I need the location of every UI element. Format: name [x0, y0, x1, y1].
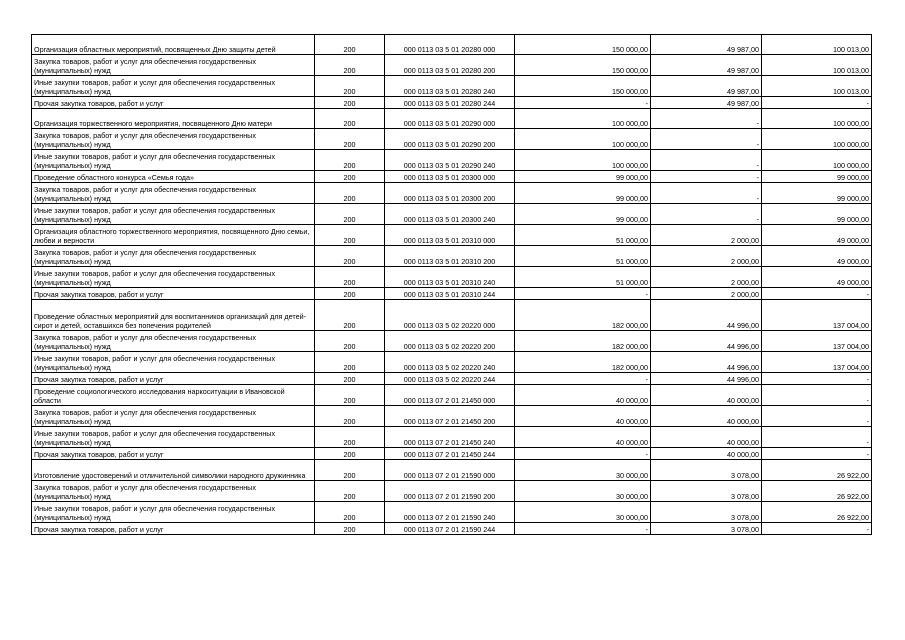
row-executed-amount: 49 987,00 [651, 97, 762, 109]
table-row [32, 183, 872, 204]
table-row [32, 97, 872, 109]
row-remaining-amount: 137 004,00 [762, 352, 872, 373]
row-executed-amount: 40 000,00 [651, 385, 762, 406]
row-planned-amount: 51 000,00 [515, 246, 651, 267]
row-remaining-amount: - [762, 448, 872, 460]
table-row [32, 502, 872, 523]
table-row [32, 385, 872, 406]
row-code: 200 [315, 502, 385, 523]
row-code: 200 [315, 183, 385, 204]
row-planned-amount: 182 000,00 [515, 352, 651, 373]
row-remaining-amount: 100 000,00 [762, 129, 872, 150]
row-executed-amount: - [651, 183, 762, 204]
row-remaining-amount: 99 000,00 [762, 171, 872, 183]
row-code: 200 [315, 352, 385, 373]
row-code: 200 [315, 150, 385, 171]
row-remaining-amount: 100 013,00 [762, 76, 872, 97]
table-row [32, 246, 872, 267]
row-remaining-amount: 99 000,00 [762, 183, 872, 204]
row-planned-amount: 40 000,00 [515, 385, 651, 406]
row-name: Иные закупки товаров, работ и услуг для обеспечения государственных (муниципальных) нужд [32, 427, 315, 448]
row-planned-amount: 30 000,00 [515, 481, 651, 502]
row-executed-amount: 44 996,00 [651, 300, 762, 331]
row-planned-amount: 150 000,00 [515, 76, 651, 97]
row-name: Организация торжественного мероприятия, посвященного Дню матери [32, 109, 315, 129]
row-code: 200 [315, 109, 385, 129]
row-classification: 000 0113 03 5 01 20310 240 [385, 267, 515, 288]
row-planned-amount: - [515, 373, 651, 385]
row-classification: 000 0113 07 2 01 21450 200 [385, 406, 515, 427]
row-executed-amount: 3 078,00 [651, 460, 762, 481]
row-code: 200 [315, 267, 385, 288]
row-classification: 000 0113 03 5 01 20280 200 [385, 55, 515, 76]
table-row [32, 35, 872, 55]
row-remaining-amount: - [762, 288, 872, 300]
row-name: Иные закупки товаров, работ и услуг для обеспечения государственных (муниципальных) нужд [32, 76, 315, 97]
row-classification: 000 0113 07 2 01 21450 000 [385, 385, 515, 406]
row-classification: 000 0113 03 5 01 20290 200 [385, 129, 515, 150]
row-planned-amount: 99 000,00 [515, 171, 651, 183]
row-code: 200 [315, 373, 385, 385]
row-name: Иные закупки товаров, работ и услуг для обеспечения государственных (муниципальных) нужд [32, 267, 315, 288]
row-code: 200 [315, 35, 385, 55]
row-name: Прочая закупка товаров, работ и услуг [32, 288, 315, 300]
row-planned-amount: 51 000,00 [515, 267, 651, 288]
table-row [32, 300, 872, 331]
row-name: Иные закупки товаров, работ и услуг для обеспечения государственных (муниципальных) нужд [32, 150, 315, 171]
row-remaining-amount: 49 000,00 [762, 225, 872, 246]
row-name: Иные закупки товаров, работ и услуг для обеспечения государственных (муниципальных) нужд [32, 502, 315, 523]
budget-table [31, 34, 872, 535]
row-classification: 000 0113 03 5 01 20310 244 [385, 288, 515, 300]
row-classification: 000 0113 03 5 01 20300 000 [385, 171, 515, 183]
row-code: 200 [315, 129, 385, 150]
row-planned-amount: 30 000,00 [515, 460, 651, 481]
row-planned-amount: 150 000,00 [515, 35, 651, 55]
row-planned-amount: 30 000,00 [515, 502, 651, 523]
table-row [32, 523, 872, 535]
row-planned-amount: 99 000,00 [515, 183, 651, 204]
row-remaining-amount: 99 000,00 [762, 204, 872, 225]
row-classification: 000 0113 03 5 01 20290 000 [385, 109, 515, 129]
row-remaining-amount: 100 000,00 [762, 150, 872, 171]
table-row [32, 76, 872, 97]
row-code: 200 [315, 288, 385, 300]
row-remaining-amount: 26 922,00 [762, 460, 872, 481]
row-name: Организация областного торжественного мероприятия, посвященного Дню семьи, любви и верности [32, 225, 315, 246]
table-row [32, 352, 872, 373]
row-classification: 000 0113 03 5 02 20220 200 [385, 331, 515, 352]
row-planned-amount: 40 000,00 [515, 406, 651, 427]
row-classification: 000 0113 03 5 01 20280 244 [385, 97, 515, 109]
row-name: Закупка товаров, работ и услуг для обеспечения государственных (муниципальных) нужд [32, 246, 315, 267]
row-classification: 000 0113 03 5 01 20310 200 [385, 246, 515, 267]
row-executed-amount: 44 996,00 [651, 331, 762, 352]
row-executed-amount: 49 987,00 [651, 76, 762, 97]
row-code: 200 [315, 300, 385, 331]
table-row [32, 204, 872, 225]
row-classification: 000 0113 03 5 02 20220 000 [385, 300, 515, 331]
row-name: Изготовление удостоверений и отличительной символики народного дружинника [32, 460, 315, 481]
row-executed-amount: 49 987,00 [651, 35, 762, 55]
row-executed-amount: 2 000,00 [651, 288, 762, 300]
row-executed-amount: - [651, 150, 762, 171]
row-code: 200 [315, 246, 385, 267]
budget-table-body [32, 35, 872, 535]
table-row [32, 373, 872, 385]
row-name: Прочая закупка товаров, работ и услуг [32, 448, 315, 460]
row-name: Прочая закупка товаров, работ и услуг [32, 523, 315, 535]
row-planned-amount: - [515, 97, 651, 109]
row-executed-amount: - [651, 171, 762, 183]
row-executed-amount: 44 996,00 [651, 352, 762, 373]
row-remaining-amount: - [762, 427, 872, 448]
row-name: Закупка товаров, работ и услуг для обеспечения государственных (муниципальных) нужд [32, 55, 315, 76]
table-row [32, 406, 872, 427]
row-remaining-amount: - [762, 406, 872, 427]
row-name: Проведение областных мероприятий для воспитанников организаций для детей-сирот и детей, оставшихся без попечения родителей [32, 300, 315, 331]
row-executed-amount: - [651, 109, 762, 129]
table-row [32, 150, 872, 171]
row-planned-amount: 40 000,00 [515, 427, 651, 448]
row-name: Иные закупки товаров, работ и услуг для обеспечения государственных (муниципальных) нужд [32, 352, 315, 373]
row-executed-amount: 3 078,00 [651, 481, 762, 502]
row-classification: 000 0113 03 5 02 20220 240 [385, 352, 515, 373]
row-code: 200 [315, 76, 385, 97]
row-classification: 000 0113 07 2 01 21590 244 [385, 523, 515, 535]
row-remaining-amount: - [762, 385, 872, 406]
row-planned-amount: 99 000,00 [515, 204, 651, 225]
row-executed-amount: 40 000,00 [651, 427, 762, 448]
row-code: 200 [315, 55, 385, 76]
table-row [32, 109, 872, 129]
row-name: Закупка товаров, работ и услуг для обеспечения государственных (муниципальных) нужд [32, 183, 315, 204]
row-classification: 000 0113 03 5 01 20310 000 [385, 225, 515, 246]
row-executed-amount: - [651, 204, 762, 225]
table-row [32, 331, 872, 352]
table-row [32, 481, 872, 502]
row-remaining-amount: - [762, 97, 872, 109]
row-classification: 000 0113 03 5 02 20220 244 [385, 373, 515, 385]
row-name: Проведение социологического исследования наркоситуации в Ивановской области [32, 385, 315, 406]
row-remaining-amount: 100 000,00 [762, 109, 872, 129]
row-executed-amount: 40 000,00 [651, 448, 762, 460]
row-code: 200 [315, 427, 385, 448]
row-planned-amount: - [515, 448, 651, 460]
row-code: 200 [315, 225, 385, 246]
row-name: Организация областных мероприятий, посвященных Дню защиты детей [32, 35, 315, 55]
row-code: 200 [315, 523, 385, 535]
row-classification: 000 0113 07 2 01 21590 240 [385, 502, 515, 523]
row-planned-amount: 100 000,00 [515, 150, 651, 171]
row-executed-amount: 2 000,00 [651, 246, 762, 267]
table-row [32, 171, 872, 183]
table-row [32, 448, 872, 460]
row-classification: 000 0113 07 2 01 21450 244 [385, 448, 515, 460]
row-remaining-amount: 26 922,00 [762, 502, 872, 523]
row-code: 200 [315, 448, 385, 460]
row-name: Закупка товаров, работ и услуг для обеспечения государственных (муниципальных) нужд [32, 406, 315, 427]
row-executed-amount: - [651, 129, 762, 150]
row-executed-amount: 3 078,00 [651, 523, 762, 535]
row-remaining-amount: 100 013,00 [762, 35, 872, 55]
row-name: Закупка товаров, работ и услуг для обеспечения государственных (муниципальных) нужд [32, 331, 315, 352]
table-row [32, 225, 872, 246]
row-code: 200 [315, 171, 385, 183]
row-remaining-amount: 26 922,00 [762, 481, 872, 502]
row-remaining-amount: 100 013,00 [762, 55, 872, 76]
row-classification: 000 0113 03 5 01 20280 000 [385, 35, 515, 55]
row-code: 200 [315, 385, 385, 406]
row-remaining-amount: 137 004,00 [762, 300, 872, 331]
row-classification: 000 0113 07 2 01 21590 200 [385, 481, 515, 502]
table-row [32, 288, 872, 300]
row-code: 200 [315, 97, 385, 109]
row-executed-amount: 49 987,00 [651, 55, 762, 76]
row-name: Прочая закупка товаров, работ и услуг [32, 373, 315, 385]
table-row [32, 427, 872, 448]
row-executed-amount: 2 000,00 [651, 225, 762, 246]
row-planned-amount: 100 000,00 [515, 129, 651, 150]
row-code: 200 [315, 406, 385, 427]
row-remaining-amount: 137 004,00 [762, 331, 872, 352]
row-name: Закупка товаров, работ и услуг для обеспечения государственных (муниципальных) нужд [32, 129, 315, 150]
table-row [32, 55, 872, 76]
row-name: Закупка товаров, работ и услуг для обеспечения государственных (муниципальных) нужд [32, 481, 315, 502]
row-planned-amount: 150 000,00 [515, 55, 651, 76]
row-executed-amount: 3 078,00 [651, 502, 762, 523]
row-planned-amount: 182 000,00 [515, 300, 651, 331]
row-classification: 000 0113 03 5 01 20300 240 [385, 204, 515, 225]
row-classification: 000 0113 07 2 01 21450 240 [385, 427, 515, 448]
row-classification: 000 0113 03 5 01 20300 200 [385, 183, 515, 204]
row-remaining-amount: - [762, 373, 872, 385]
row-remaining-amount: - [762, 523, 872, 535]
table-row [32, 129, 872, 150]
row-name: Иные закупки товаров, работ и услуг для обеспечения государственных (муниципальных) нужд [32, 204, 315, 225]
table-row [32, 460, 872, 481]
row-planned-amount: - [515, 288, 651, 300]
row-planned-amount: 100 000,00 [515, 109, 651, 129]
row-remaining-amount: 49 000,00 [762, 246, 872, 267]
row-executed-amount: 40 000,00 [651, 406, 762, 427]
row-planned-amount: 51 000,00 [515, 225, 651, 246]
row-name: Прочая закупка товаров, работ и услуг [32, 97, 315, 109]
row-code: 200 [315, 460, 385, 481]
row-remaining-amount: 49 000,00 [762, 267, 872, 288]
row-planned-amount: - [515, 523, 651, 535]
row-planned-amount: 182 000,00 [515, 331, 651, 352]
row-code: 200 [315, 204, 385, 225]
row-code: 200 [315, 331, 385, 352]
row-classification: 000 0113 07 2 01 21590 000 [385, 460, 515, 481]
row-classification: 000 0113 03 5 01 20280 240 [385, 76, 515, 97]
row-classification: 000 0113 03 5 01 20290 240 [385, 150, 515, 171]
row-executed-amount: 44 996,00 [651, 373, 762, 385]
row-name: Проведение областного конкурса «Семья года» [32, 171, 315, 183]
table-row [32, 267, 872, 288]
row-executed-amount: 2 000,00 [651, 267, 762, 288]
row-code: 200 [315, 481, 385, 502]
